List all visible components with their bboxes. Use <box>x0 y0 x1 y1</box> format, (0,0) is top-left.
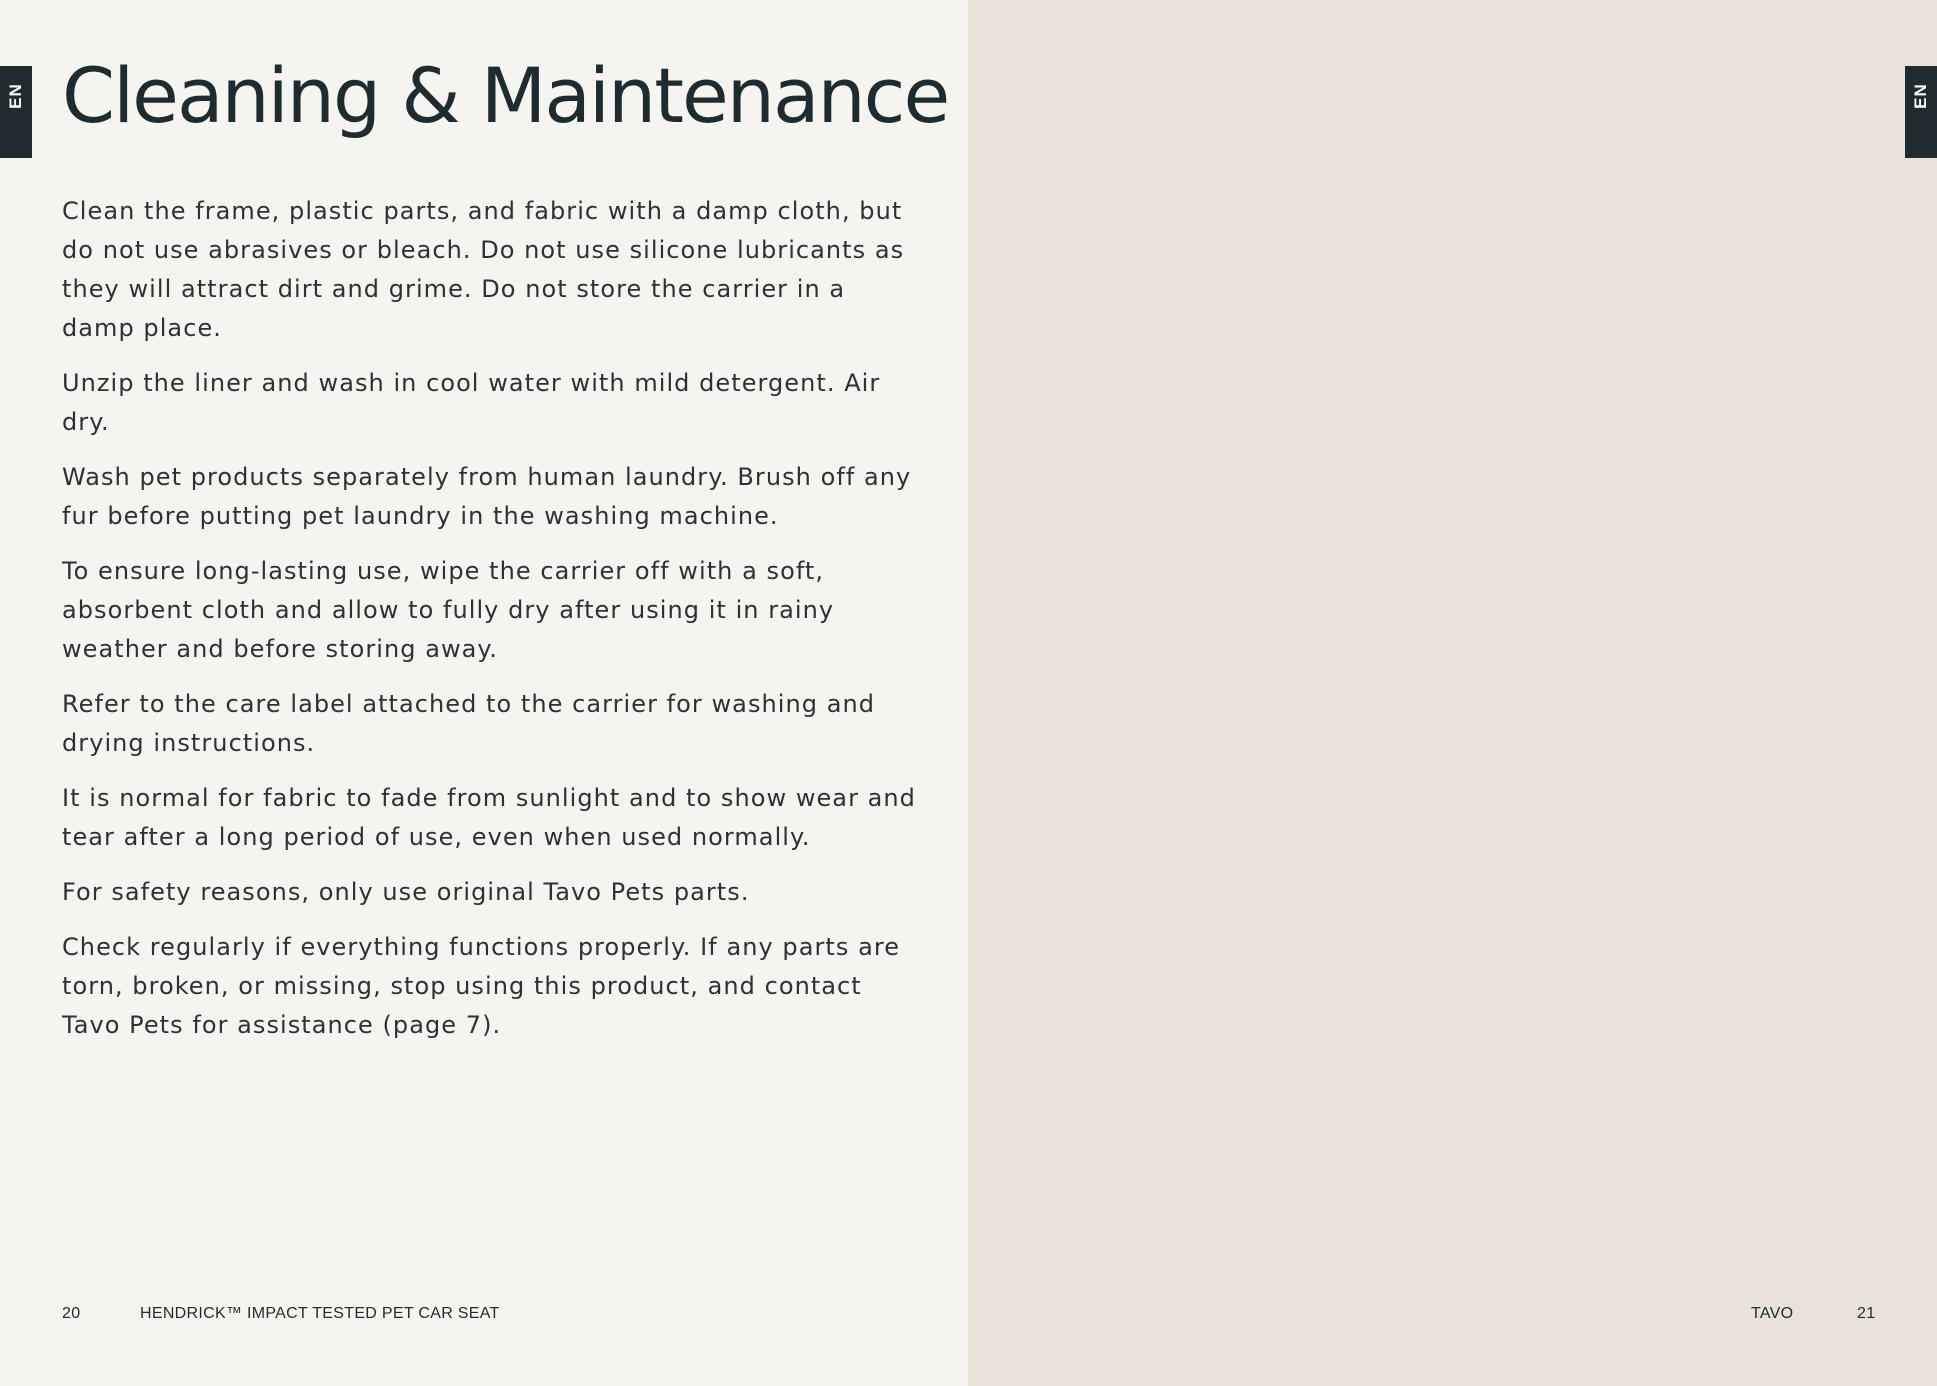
language-tab-left <box>0 66 32 158</box>
paragraph-fabric-fade: It is normal for fabric to fade from sunlight and to show wear and tear after a long period of use, even when used normally. <box>62 784 916 851</box>
body-text <box>62 192 922 1061</box>
paragraph-original-parts: For safety reasons, only use original Tavo Pets parts. <box>62 878 750 906</box>
right-page <box>968 0 1937 1386</box>
paragraph-long-lasting-use: To ensure long-lasting use, wipe the carrier off with a soft, absorbent cloth and allow to fully dry after using it in rainy weather and before storing away. <box>62 557 835 663</box>
language-tab-right-label: EN <box>1911 83 1930 109</box>
paragraph-liner-wash: Unzip the liner and wash in cool water with mild detergent. Air dry. <box>62 369 881 436</box>
footer-brand: TAVO <box>1751 1305 1794 1322</box>
paragraph-cleaning: Clean the frame, plastic parts, and fabric with a damp cloth, but do not use abrasives or bleach. Do not use silicone lubricants as they will attract dirt and grime. Do not store the carrier in a damp place. <box>62 197 905 342</box>
footer-page-number-left: 20 <box>62 1305 81 1322</box>
paragraph-check-regularly: Check regularly if everything functions properly. If any parts are torn, broken, or missing, stop using this product, and contact Tavo Pets for assistance (page 7). <box>62 933 901 1039</box>
footer-product-title: HENDRICK™ IMPACT TESTED PET CAR SEAT <box>140 1305 500 1322</box>
paragraph-care-label: Refer to the care label attached to the carrier for washing and drying instructions. <box>62 690 875 757</box>
footer-page-number-right: 21 <box>1857 1305 1876 1322</box>
language-tab-left-label: EN <box>6 83 25 109</box>
left-page <box>0 0 968 1386</box>
page-title: Cleaning & Maintenance <box>62 51 949 140</box>
language-tab-right <box>1905 66 1937 158</box>
paragraph-separate-laundry: Wash pet products separately from human laundry. Brush off any fur before putting pet laundry in the washing machine. <box>62 463 912 530</box>
